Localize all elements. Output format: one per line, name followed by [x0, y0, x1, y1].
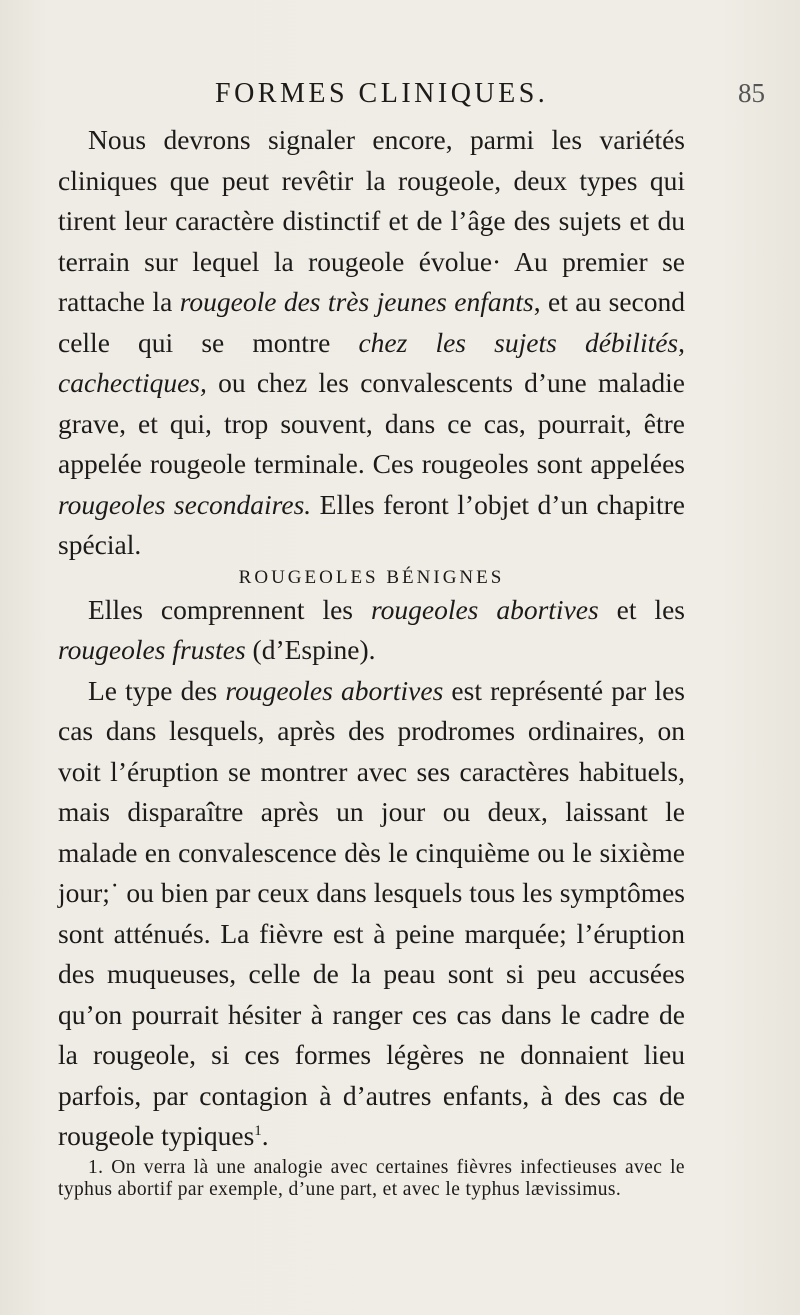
footnote-text: On verra là une analogie avec certaines fièvres infectieuses avec le typhus abortif par exemple, d’une part, et avec le typhus lævissimus.	[58, 1156, 685, 1200]
italic-term: rougeoles abortives	[225, 674, 444, 706]
italic-term: rougeoles secondaires.	[58, 488, 312, 520]
text-run: et les	[598, 593, 685, 625]
section-title: ROUGEOLES BÉNIGNES	[238, 566, 505, 588]
page-number: 85	[738, 78, 765, 108]
footnote-number: 1.	[88, 1156, 104, 1178]
running-head	[0, 78, 800, 114]
running-title: FORMES CLINIQUES.	[215, 78, 549, 109]
text-run: Elles feront l’objet d’un chapitre spécial.	[58, 488, 686, 560]
italic-term: rougeoles abortives	[370, 593, 599, 625]
paragraph-definition	[58, 590, 685, 671]
footnote	[58, 1157, 685, 1201]
text-run: Elles comprennent les	[88, 593, 371, 625]
footnote-reference: 1	[254, 1122, 262, 1139]
italic-term: rougeoles frustes	[58, 634, 246, 665]
text-run: est représenté par les cas dans lesquels, après des prodromes ordinaires, on voit l’éruption se montrer avec ses caractères habituels, mais disparaître après un jour ou deux, laissant le malade en convalescence dès le cinquième ou le sixième jour;˙ ou bien par ceux dans lesquels tous les symptômes sont atténués. La fièvre est à peine marquée; l’éruption des muqueuses, celle de la peau sont si peu accusées qu’on pourrait hésiter à ranger ces cas dans le cadre de la rougeole, si ces formes légères ne donnaient lieu parfois, par contagion à d’autres enfants, à des cas de rougeole typiques	[58, 674, 685, 1151]
italic-term: chez les sujets débilités	[358, 326, 679, 358]
paragraph-intro	[58, 120, 685, 566]
italic-term: rougeole des très jeunes enfants	[179, 286, 534, 317]
text-run: ,	[678, 326, 686, 358]
text-run: .	[261, 1120, 269, 1151]
text-run: Nous devrons signaler encore, parmi les variétés cliniques que peut revêtir la rougeole, deux types qui tirent leur caractère distinctif et de l’âge des sujets et du terrain sur lequel la rougeole évolue· Au premier se rattache la	[58, 124, 685, 317]
body-text	[58, 120, 685, 1201]
text-run: , et au second celle qui se montre	[58, 286, 686, 358]
text-run: ou chez les convalescents d’une maladie grave, et qui, trop souvent, dans ce cas, pourrait, être appelée rougeole terminale. Ces rougeoles sont appelées	[58, 367, 685, 479]
text-run: Le type des	[88, 674, 226, 706]
italic-term: cachectiques,	[58, 367, 207, 398]
text-run: (d’Espine).	[245, 634, 376, 665]
paragraph-abortive	[58, 671, 685, 1157]
